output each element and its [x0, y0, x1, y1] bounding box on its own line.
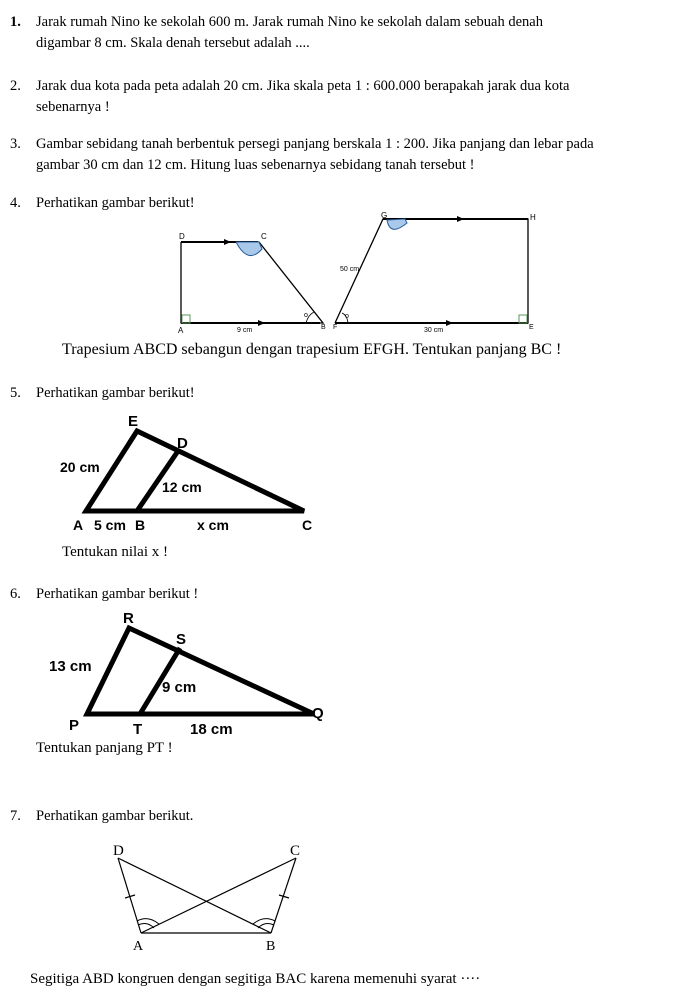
triangle-prq	[87, 628, 314, 714]
question-text-line: Perhatikan gambar berikut!	[36, 385, 195, 401]
vertex-label-b: B	[135, 517, 146, 533]
vertex-label-a: A	[133, 939, 144, 954]
trapezoid-efgh	[335, 219, 528, 323]
vertex-label-g: G	[381, 211, 388, 220]
edge-label-ab: 5 cm	[94, 517, 126, 533]
vertex-label-e: E	[128, 413, 139, 430]
question-text-line: gambar 30 cm dan 12 cm. Hitung luas sebenarnya sebidang tanah tersebut !	[36, 157, 475, 173]
vertex-label-c: C	[302, 517, 313, 533]
edge-label-tq: 18 cm	[190, 721, 233, 738]
question-number: 3.	[10, 136, 21, 152]
vertex-label-d: D	[179, 232, 185, 241]
vertex-label-s: S	[176, 631, 187, 648]
edge-label-pr: 13 cm	[49, 658, 92, 675]
question-caption: Tentukan panjang PT !	[36, 740, 173, 756]
angle-label-b: o	[304, 312, 308, 319]
vertex-label-t: T	[133, 721, 143, 738]
arrow-head	[457, 216, 464, 222]
figure-triangle-abc	[0, 400, 687, 550]
edge-label-bd: 12 cm	[162, 479, 202, 495]
vertex-label-a: A	[178, 326, 184, 335]
question-text-line: Jarak dua kota pada peta adalah 20 cm. Jika skala peta 1 : 600.000 berapakah jarak dua kota	[36, 78, 570, 94]
question-number: 5.	[10, 385, 21, 401]
edge-label-fe: 30 cm	[424, 327, 444, 334]
question-text-line: digambar 8 cm. Skala denah tersebut adalah ....	[36, 35, 310, 51]
question-caption: Tentukan nilai x !	[62, 544, 169, 560]
edge-label-ae: 20 cm	[60, 459, 100, 475]
question-text-line: Gambar sebidang tanah berbentuk persegi panjang berskala 1 : 200. Jika panjang dan lebar pada	[36, 136, 594, 152]
question-number: 2.	[10, 78, 21, 94]
angle-arc-a	[137, 919, 159, 924]
right-angle-marker	[519, 315, 527, 323]
question-number: 6.	[10, 586, 21, 602]
question-text-line: Perhatikan gambar berikut!	[36, 195, 195, 211]
question-7	[0, 806, 687, 828]
segment-bd	[118, 858, 271, 933]
vertex-label-a: A	[73, 517, 84, 533]
vertex-label-f: F	[333, 324, 338, 331]
question-number: 7.	[10, 808, 21, 824]
angle-arc-c	[236, 242, 262, 256]
vertex-label-p: P	[69, 717, 80, 734]
question-4-caption	[62, 339, 682, 361]
arrow-head	[258, 320, 265, 326]
vertex-label-b: B	[266, 939, 276, 954]
segment-ac	[141, 858, 296, 933]
vertex-label-c: C	[261, 232, 267, 241]
question-number: 1.	[10, 14, 21, 30]
vertex-label-r: R	[123, 610, 134, 627]
question-number: 4.	[10, 195, 21, 211]
vertex-label-e: E	[529, 324, 534, 331]
angle-arc-b	[253, 919, 275, 924]
question-6-caption	[36, 738, 336, 760]
vertex-label-b: B	[321, 324, 326, 331]
vertex-label-q: Q	[312, 705, 324, 722]
arrow-head	[446, 320, 453, 326]
question-text-line: Perhatikan gambar berikut.	[36, 808, 194, 824]
figure-trapezoids	[0, 205, 687, 340]
edge-label-fg: 50 cm	[340, 266, 360, 273]
vertex-label-c: C	[290, 843, 301, 859]
segment-bc	[271, 858, 296, 933]
question-2	[0, 76, 687, 120]
edge-label-ts: 9 cm	[162, 679, 197, 696]
right-angle-marker	[182, 315, 190, 323]
angle-arc-g	[387, 219, 407, 229]
question-text-line: Jarak rumah Nino ke sekolah 600 m. Jarak rumah Nino ke sekolah dalam sebuah denah	[36, 14, 543, 30]
figure-triangle-pqr	[0, 600, 687, 745]
question-1	[0, 12, 687, 56]
question-text-line: Perhatikan gambar berikut !	[36, 586, 199, 602]
vertex-label-d: D	[113, 843, 124, 859]
question-text-line: sebenarnya !	[36, 99, 110, 115]
vertex-label-h: H	[530, 213, 536, 222]
angle-label-f: o	[345, 313, 349, 320]
question-3	[0, 134, 687, 178]
edge-label-ab: 9 cm	[237, 327, 253, 334]
question-caption: Segitiga ABD kongruen dengan segitiga BAC karena memenuhi syarat ····	[30, 971, 481, 987]
question-5-caption	[62, 542, 362, 564]
question-7-caption	[30, 969, 670, 991]
arrow-head	[224, 239, 231, 245]
edge-label-bc: x cm	[197, 517, 229, 533]
figure-congruent-triangles	[0, 835, 687, 960]
triangle-aec	[86, 431, 304, 511]
vertex-label-d: D	[177, 435, 188, 452]
question-caption: Trapesium ABCD sebangun dengan trapesium EFGH. Tentukan panjang BC !	[62, 341, 562, 358]
segment-ad	[118, 858, 141, 933]
